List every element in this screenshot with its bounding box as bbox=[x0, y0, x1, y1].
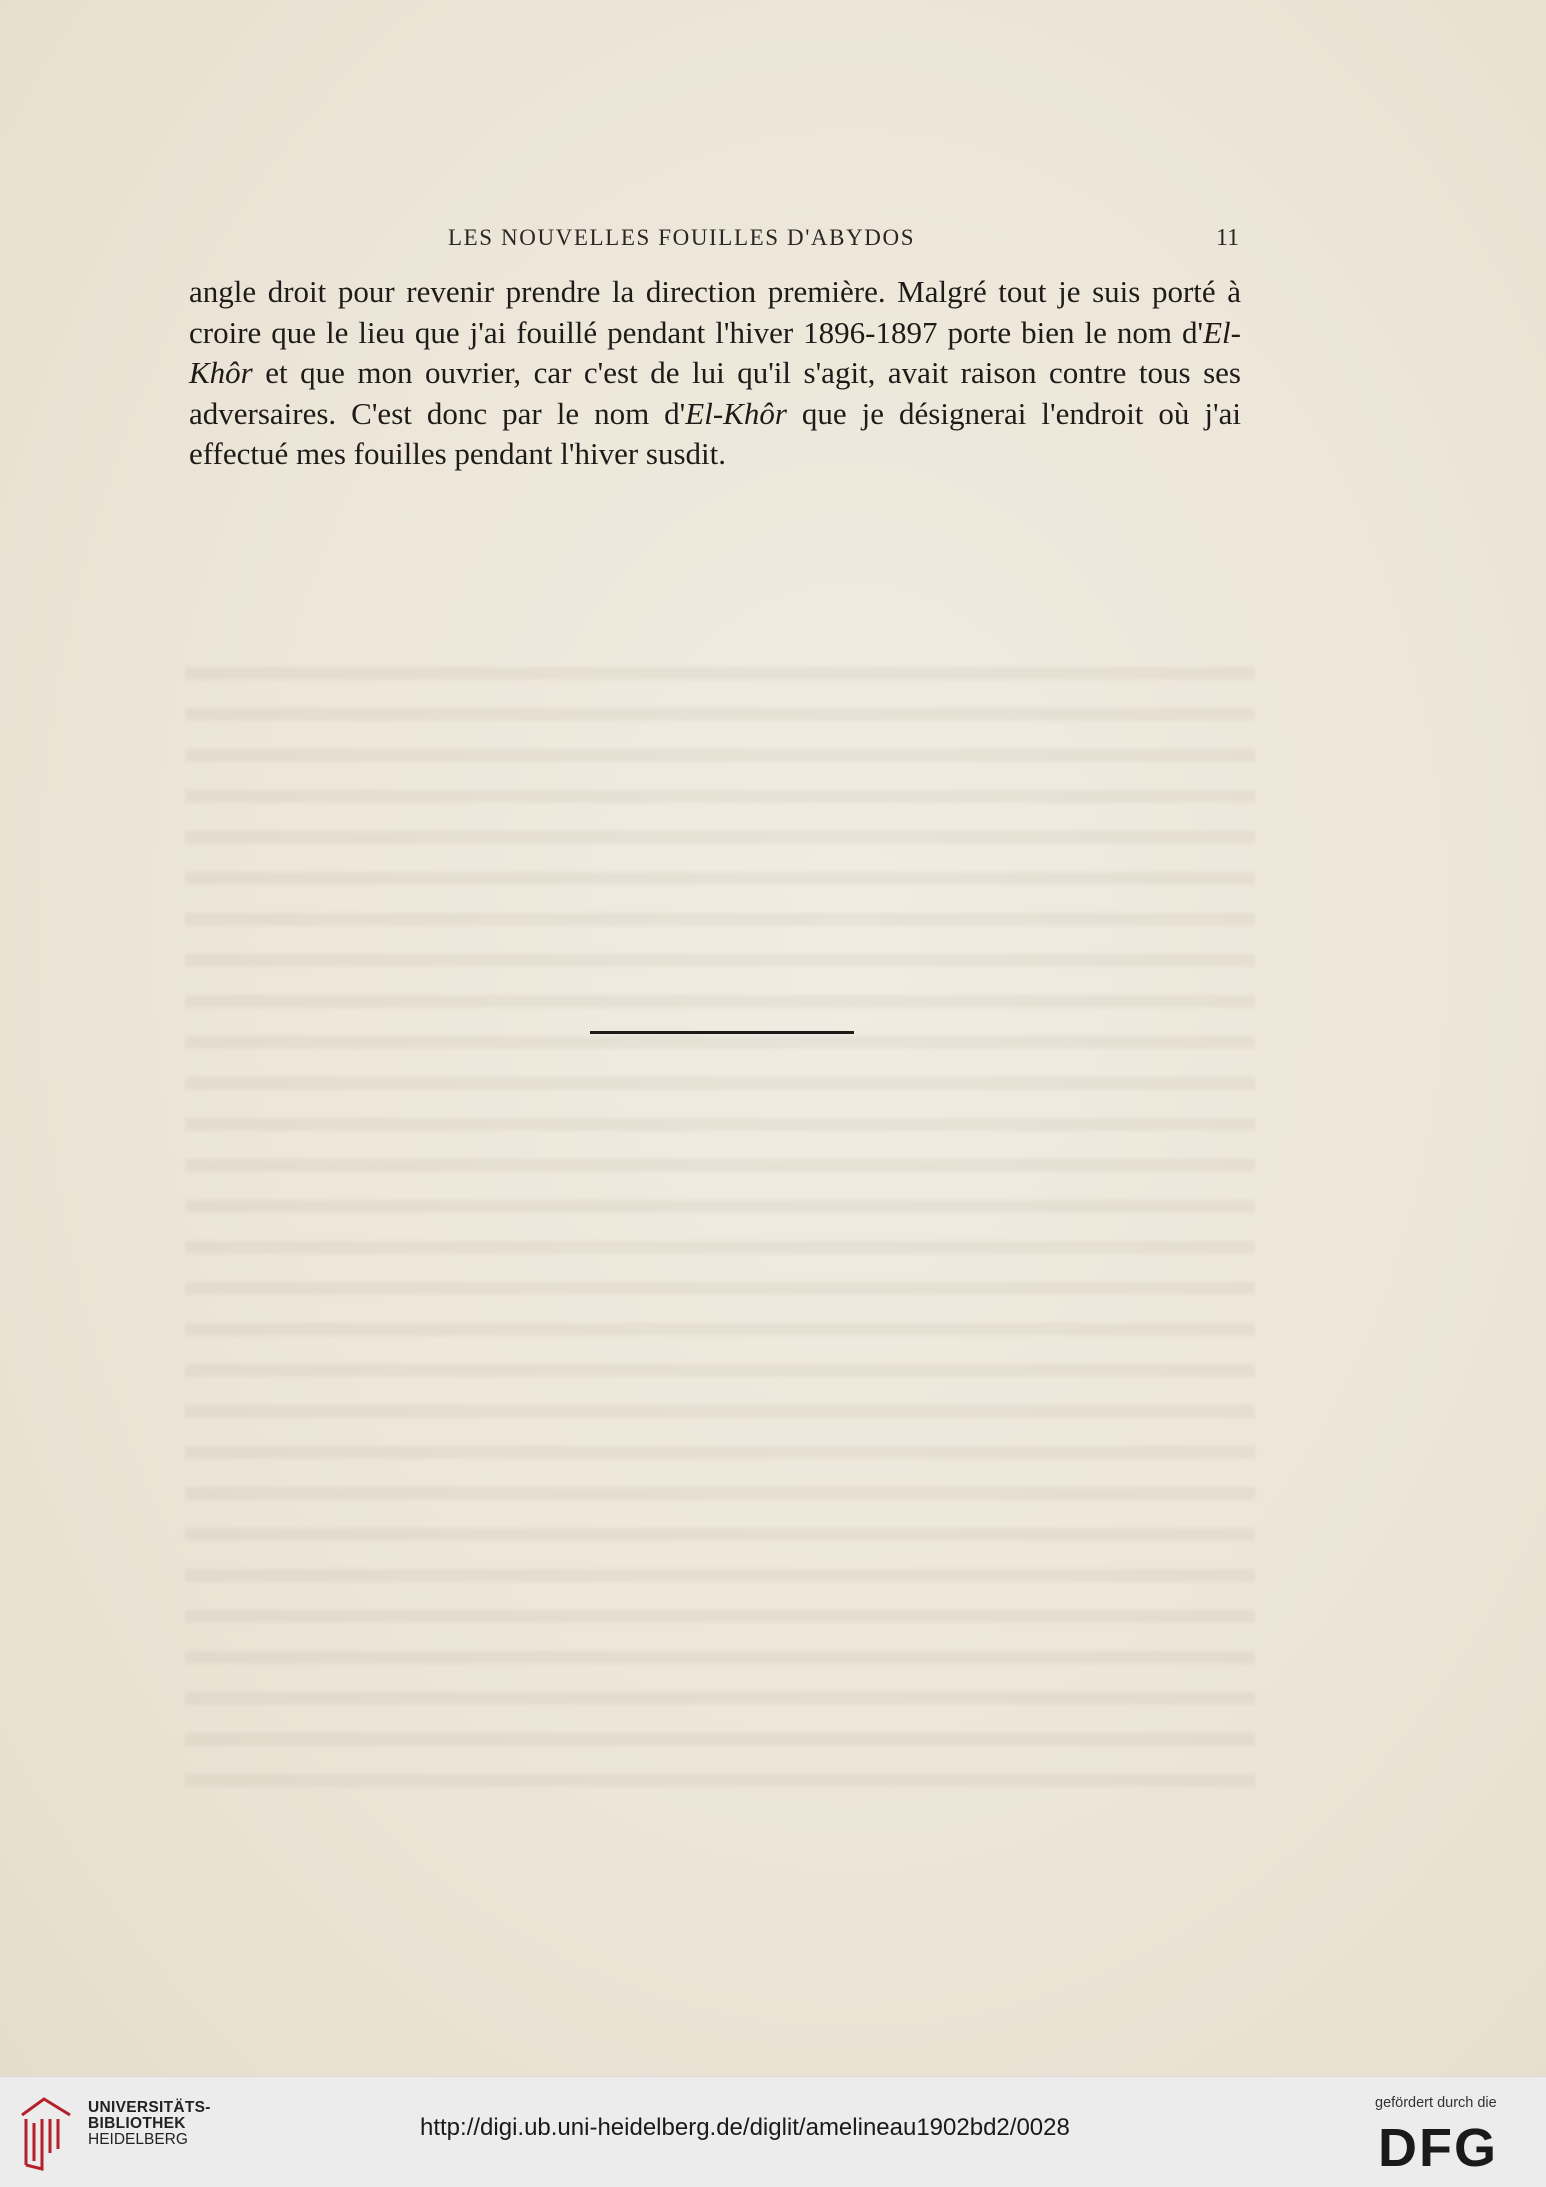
paragraph-text: et que mon ouvrier, car c'est de lui qu'il s'agit, avait raison contre tous ses adversaires. C'est donc par le nom d' bbox=[189, 355, 1241, 431]
paragraph-text: que je désignerai l'endroit où j'ai effectué mes fouilles pendant l'hiver susdit. bbox=[189, 395, 1241, 471]
body-paragraph bbox=[189, 272, 1241, 475]
paragraph-text: angle droit pour revenir prendre la direction première. Malgré tout je suis porté à croire que le lieu que j'ai fouillé pendant l'hiver 1896-1897 porte bien le nom d' bbox=[189, 274, 1241, 350]
page-number: 11 bbox=[1216, 225, 1240, 251]
running-head: LES NOUVELLES FOUILLES D'ABYDOS bbox=[448, 225, 916, 250]
library-name[interactable] bbox=[88, 2100, 211, 2148]
italic-place-name: El-Khôr bbox=[189, 314, 1241, 390]
library-name-line: BIBLIOTHEK bbox=[88, 2115, 186, 2132]
funding-caption: gefördert durch die bbox=[1375, 2095, 1497, 2111]
library-name-line: HEIDELBERG bbox=[88, 2131, 188, 2148]
footer-bar bbox=[0, 2076, 1546, 2187]
dfg-logo[interactable]: DFG bbox=[1378, 2118, 1498, 2178]
section-divider-rule bbox=[590, 1031, 854, 1034]
show-through-texture bbox=[185, 640, 1255, 1790]
library-logo-icon[interactable] bbox=[14, 2089, 78, 2173]
italic-place-name: El-Khôr bbox=[685, 395, 787, 431]
permalink-url[interactable]: http://digi.ub.uni-heidelberg.de/diglit/amelineau1902bd2/0028 bbox=[420, 2114, 1070, 2141]
library-name-line: UNIVERSITÄTS- bbox=[88, 2099, 211, 2116]
